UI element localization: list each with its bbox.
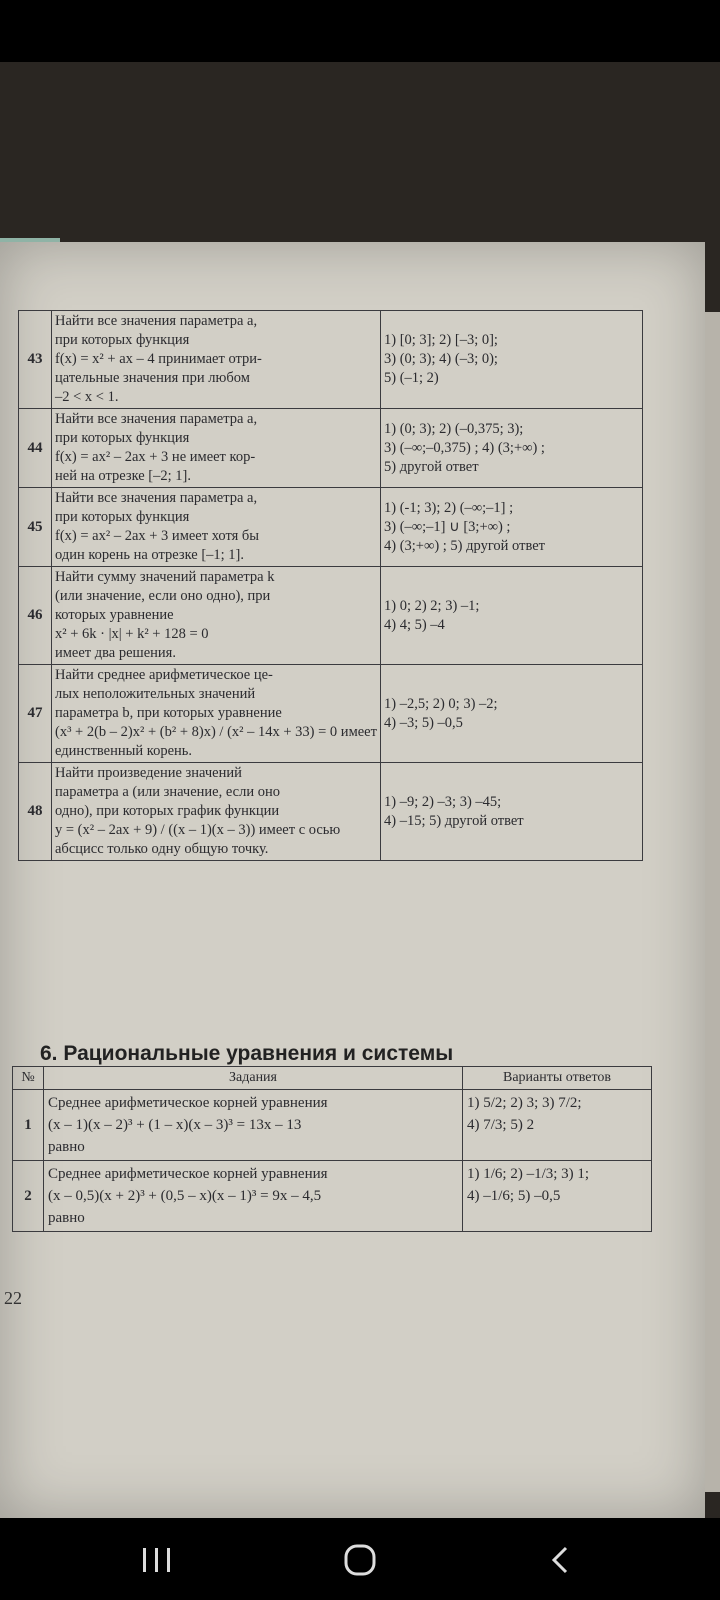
task-line: Найти сумму значений параметра k	[55, 569, 275, 585]
table-row	[19, 488, 643, 567]
answer-line: 1) 0; 2) 2; 3) –1;	[384, 597, 480, 614]
task-line: Среднее арифметическое корней уравнения	[48, 1095, 328, 1111]
problem-text	[52, 488, 381, 567]
home-button[interactable]	[330, 1540, 390, 1580]
task-line: Найти среднее арифметическое це-	[55, 667, 273, 683]
problem-text	[52, 311, 381, 409]
task-line: (x – 1)(x – 2)³ + (1 – x)(x – 3)³ = 13x – 13	[48, 1117, 302, 1133]
problem-number: 44	[19, 409, 52, 488]
task-line: –2 < x < 1.	[55, 389, 119, 405]
answer-line: 1) 1/6; 2) –1/3; 3) 1;	[467, 1166, 590, 1182]
answer-line: 1) –9; 2) –3; 3) –45;	[384, 793, 502, 810]
answer-line: 5) (–1; 2)	[384, 370, 439, 386]
table-row	[19, 763, 643, 861]
task-line: при которых функция	[55, 509, 190, 525]
task-line: ней на отрезке [–2; 1].	[55, 468, 191, 484]
section-title: 6. Рациональные уравнения и системы	[40, 1042, 454, 1065]
task-line: одно), при которых график функции	[55, 803, 280, 819]
answer-line: 3) (–∞;–0,375) ; 4) (3;+∞) ;	[384, 439, 545, 456]
back-button[interactable]	[530, 1540, 590, 1580]
task-line: f(x) = ax² – 2ax + 3 имеет хотя бы	[55, 528, 260, 544]
answer-options	[463, 1090, 652, 1161]
answer-line: 1) [0; 3]; 2) [–3; 0];	[384, 332, 498, 348]
task-line: Найти все значения параметра a,	[55, 313, 258, 329]
header-tasks: Задания	[44, 1067, 463, 1090]
task-line: абсцисс только одну общую точку.	[55, 841, 269, 857]
task-line: f(x) = x² + ax – 4 принимает отри-	[55, 351, 262, 367]
problem-text	[52, 665, 381, 763]
header-number: №	[13, 1067, 44, 1090]
answer-line: 4) –15; 5) другой ответ	[384, 812, 524, 829]
android-navigation-bar	[0, 1518, 720, 1600]
problem-text	[52, 409, 381, 488]
problems-table-1	[18, 310, 643, 861]
task-line: (или значение, если оно одно), при	[55, 588, 271, 604]
answer-line: 4) 4; 5) –4	[384, 616, 445, 633]
answer-line: 3) (–∞;–1] ∪ [3;+∞) ;	[384, 518, 511, 535]
task-line: цательные значения при любом	[55, 370, 250, 386]
answer-line: 1) (-1; 3); 2) (–∞;–1] ;	[384, 499, 514, 516]
task-line: y = (x² – 2ax + 9) / ((x – 1)(x – 3)) имеет с осью	[55, 822, 341, 838]
table-row	[19, 311, 643, 409]
task-line: Найти все значения параметра a,	[55, 490, 258, 506]
answer-line: 4) (3;+∞) ; 5) другой ответ	[384, 537, 545, 554]
answer-options	[463, 1161, 652, 1232]
problems-table-2	[12, 1066, 652, 1232]
table-header-row	[13, 1067, 652, 1090]
problem-number: 2	[13, 1161, 44, 1232]
task-line: лых неположительных значений	[55, 686, 256, 702]
task-line: при которых функция	[55, 332, 190, 348]
answer-options	[381, 409, 643, 488]
answer-line: 3) (0; 3); 4) (–3; 0);	[384, 351, 498, 367]
task-line: x² + 6k · |x| + k² + 128 = 0	[55, 626, 209, 642]
answer-options	[381, 665, 643, 763]
answer-options	[381, 567, 643, 665]
task-line: один корень на отрезке [–1; 1].	[55, 547, 245, 563]
task-line: (x³ + 2(b – 2)x² + (b² + 8)x) / (x² – 14x + 33) = 0 имеет	[55, 724, 377, 740]
problem-number: 1	[13, 1090, 44, 1161]
answer-line: 4) 7/3; 5) 2	[467, 1117, 535, 1133]
page-number: 22	[4, 1288, 22, 1308]
home-icon	[330, 1540, 390, 1580]
task-line: параметра a (или значение, если оно	[55, 784, 280, 800]
task-line: которых уравнение	[55, 607, 174, 623]
recent-apps-icon	[127, 1540, 187, 1580]
task-line: Найти произведение значений	[55, 765, 242, 781]
problem-text	[52, 763, 381, 861]
problem-text	[44, 1161, 463, 1232]
table-row	[13, 1090, 652, 1161]
task-line: при которых функция	[55, 430, 190, 446]
back-chevron-icon	[530, 1540, 590, 1580]
problem-text	[44, 1090, 463, 1161]
problem-number: 43	[19, 311, 52, 409]
answer-line: 1) 5/2; 2) 3; 3) 7/2;	[467, 1095, 582, 1111]
problem-number: 47	[19, 665, 52, 763]
task-line: параметра b, при которых уравнение	[55, 705, 282, 721]
table-row	[13, 1161, 652, 1232]
answer-options	[381, 488, 643, 567]
problem-number: 48	[19, 763, 52, 861]
header-answers: Варианты ответов	[463, 1067, 652, 1090]
task-line: равно	[48, 1210, 85, 1226]
answer-line: 4) –3; 5) –0,5	[384, 714, 463, 731]
answer-line: 4) –1/6; 5) –0,5	[467, 1188, 561, 1204]
problem-text	[52, 567, 381, 665]
answer-options	[381, 311, 643, 409]
table-row	[19, 567, 643, 665]
table-row	[19, 665, 643, 763]
answer-options	[381, 763, 643, 861]
answer-line: 5) другой ответ	[384, 458, 479, 475]
problem-number: 46	[19, 567, 52, 665]
answer-line: 1) –2,5; 2) 0; 3) –2;	[384, 695, 498, 712]
task-line: единственный корень.	[55, 743, 192, 759]
task-line: равно	[48, 1139, 85, 1155]
recent-apps-button[interactable]	[127, 1540, 187, 1580]
answer-line: 1) (0; 3); 2) (–0,375; 3);	[384, 420, 524, 437]
task-line: f(x) = ax² – 2ax + 3 не имеет кор-	[55, 449, 256, 465]
task-line: имеет два решения.	[55, 645, 176, 661]
problem-number: 45	[19, 488, 52, 567]
task-line: Найти все значения параметра a,	[55, 411, 258, 427]
task-line: Среднее арифметическое корней уравнения	[48, 1166, 328, 1182]
task-line: (x – 0,5)(x + 2)³ + (0,5 – x)(x – 1)³ = 9x – 4,5	[48, 1188, 322, 1204]
table-row	[19, 409, 643, 488]
